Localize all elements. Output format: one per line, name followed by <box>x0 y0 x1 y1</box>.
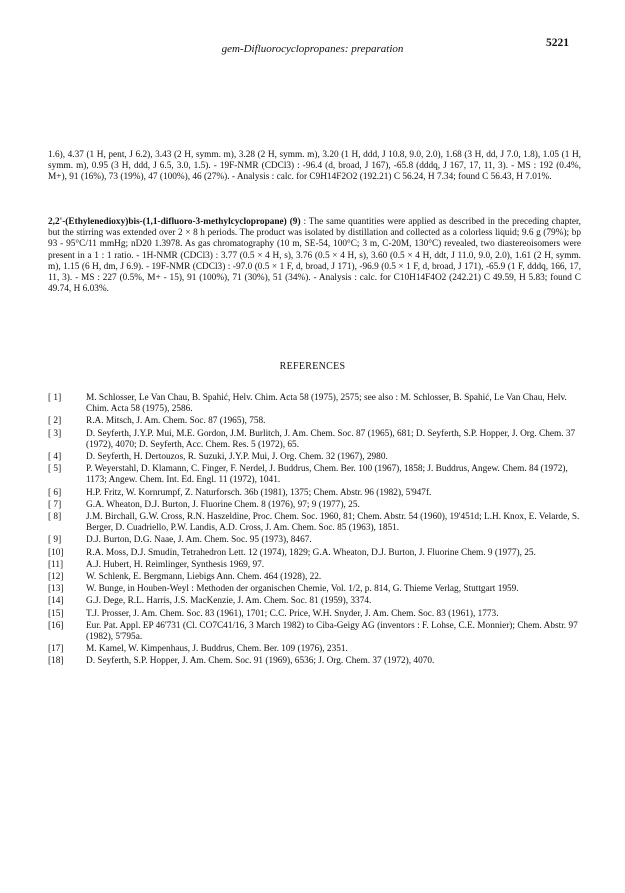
reference-text: W. Schlenk, E. Bergmann, Liebigs Ann. Chem. 464 (1928), 22. <box>86 572 322 583</box>
reference-text: D.J. Burton, D.G. Naae, J. Am. Chem. Soc. 95 (1973), 8467. <box>86 535 312 546</box>
reference-text: D. Seyferth, S.P. Hopper, J. Am. Chem. Soc. 91 (1969), 6536; J. Org. Chem. 37 (1972), 4070. <box>86 656 435 667</box>
reference-number: [ 7] <box>48 499 62 510</box>
reference-text: J.M. Birchall, G.W. Cross, R.N. Haszeldine, Proc. Chem. Soc. 1960, 81; Chem. Abstr. 54 (1960), 19'451d; L.H. Knox, E. Velarde, S. Berger, D. Cuadriello, P.W. Landis, A.D. Cross, J. Am. Chem. Soc. 85 (1963), 1851. <box>86 512 580 534</box>
reference-text: Eur. Pat. Appl. EP 46'731 (Cl. CO7C41/16, 3 March 1982) to Ciba-Geigy AG (inventors : F. Lohse, C.E. Monnier); Chem. Abstr. 97 (1982), 5'795a. <box>86 620 578 643</box>
running-head: gem-Difluorocyclopropanes: preparation <box>221 43 404 55</box>
reference-number: [ 9] <box>48 535 62 546</box>
reference-item <box>48 452 583 463</box>
reference-number: [17] <box>48 644 64 655</box>
reference-number: [11] <box>48 559 64 570</box>
reference-item <box>48 393 583 415</box>
reference-item <box>48 464 583 486</box>
reference-text: D. Seyferth, J.Y.P. Mui, M.E. Gordon, J.M. Burlitch, J. Am. Chem. Soc. 87 (1965), 681; D. Seyferth, S.P. Hopper, J. Org. Chem. 37 (1972), 4070; D. Seyferth, Acc. Chem. Res. 5 (1972), 65. <box>86 428 576 450</box>
reference-item <box>48 560 583 571</box>
reference-list <box>48 393 583 669</box>
reference-number: [ 3] <box>48 428 62 439</box>
reference-item <box>48 656 583 667</box>
reference-item <box>48 548 583 559</box>
reference-item <box>48 584 583 595</box>
reference-text: M. Kamel, W. Kimpenhaus, J. Buddrus, Chem. Ber. 109 (1976), 2351. <box>86 644 348 655</box>
reference-text: H.P. Fritz, W. Kornrumpf, Z. Naturforsch. 36b (1981), 1375; Chem. Abstr. 96 (1982), 5'947f. <box>86 487 432 498</box>
reference-number: [ 6] <box>48 487 62 498</box>
reference-text: G.A. Wheaton, D.J. Burton, J. Fluorine Chem. 8 (1976), 97; 9 (1977), 25. <box>86 499 360 510</box>
experimental-paragraph-compound-9 <box>48 217 581 295</box>
reference-item <box>48 621 583 643</box>
reference-item <box>48 512 583 534</box>
reference-item <box>48 429 583 451</box>
paragraph-text: : The same quantities were applied as described in the preceding chapter, but the stirring was extended over 2 × 8 h periods. The product was isolated by distillation and collected as a colorless liquid; 9.6 g (79%); bp 93 - 95°C/11 mmHg; nD20 1.3978. As gas chromatography (10 m, SE-54, 100°C; 3 m, C-20M, 130°C) revealed, two diastereoisomers were present in a 1 : 1 ratio. - 1H-NMR (CDCl3) : 3.77 (0.5 × 4 H, s), 3.76 (0.5 × 4 H, s), 3.60 (0.5 × 4 H, ddt, J 11.0, 9.0, 2.0), 1.61 (2 H, symm. m), 1.15 (6 H, dm, J 6.9). - 19F-NMR (CDCl3) : -97.0 (0.5 × 1 F, d, broad, J 171), -96.9 (0.5 × 1 F, d, broad, J 171), -65.9 (1 F, dddq, 166, 17, 11, 3). - MS : 227 (0.5%, M+ - 15), 91 (100%), 71 (30%), 51 (34%). - Analysis : calc. for C10H14F4O2 (242.21) C 49.59, H 5.83; found C 49.74, H 6.03%. <box>48 217 581 295</box>
reference-text: T.J. Prosser, J. Am. Chem. Soc. 83 (1961), 1701; C.C. Price, W.H. Snyder, J. Am. Chem. Soc. 83 (1961), 1773. <box>86 608 499 619</box>
reference-number: [18] <box>48 656 64 667</box>
reference-number: [12] <box>48 572 64 583</box>
reference-number: [14] <box>48 596 64 607</box>
reference-text: P. Weyerstahl, D. Klamann, C. Finger, F. Nerdel, J. Buddrus, Chem. Ber. 100 (1967), 1858; J. Buddrus, Angew. Chem. 84 (1972), 1173; Angew. Chem. Int. Ed. Engl. 11 (1972), 1041. <box>86 464 568 486</box>
reference-number: [ 5] <box>48 464 62 475</box>
reference-text: W. Bunge, in Houben-Weyl : Methoden der organischen Chemie, Vol. 1/2, p. 814, G. Thieme Verlag, Stuttgart 1959. <box>86 584 519 595</box>
reference-number: [10] <box>48 547 64 558</box>
reference-number: [ 8] <box>48 512 62 523</box>
reference-item <box>48 500 583 511</box>
reference-text: R.A. Moss, D.J. Smudin, Tetrahedron Lett. 12 (1974), 1829; G.A. Wheaton, D.J. Burton, J. Fluorine Chem. 9 (1977), 25. <box>86 547 536 558</box>
reference-item <box>48 416 583 427</box>
reference-number: [ 4] <box>48 452 62 463</box>
reference-number: [16] <box>48 620 64 631</box>
reference-item <box>48 535 583 546</box>
reference-text: R.A. Mitsch, J. Am. Chem. Soc. 87 (1965), 758. <box>86 416 266 427</box>
reference-text: G.J. Dege, R.L. Harris, J.S. MacKenzie, J. Am. Chem. Soc. 81 (1959), 3374. <box>86 596 372 607</box>
page-header <box>0 37 625 57</box>
reference-number: [ 2] <box>48 416 62 427</box>
reference-item <box>48 644 583 655</box>
reference-text: M. Schlosser, Le Van Chau, B. Spahić, Helv. Chim. Acta 58 (1975), 2575; see also : M. Schlosser, B. Spahić, Le Van Chau, Helv. Chim. Acta 58 (1975), 2586. <box>86 393 567 415</box>
reference-number: [13] <box>48 584 64 595</box>
reference-item <box>48 609 583 620</box>
reference-number: [ 1] <box>48 393 62 403</box>
experimental-paragraph-continued <box>48 150 581 184</box>
reference-item <box>48 488 583 499</box>
paragraph-text: 1.6), 4.37 (1 H, pent, J 6.2), 3.43 (2 H, symm. m), 3.28 (2 H, symm. m), 3.20 (1 H, ddd, J 10.8, 9.0, 2.0), 1.68 (3 H, dd, J 7.0, 1.8), 1.05 (1 H, symm. m), 0.95 (3 H, ddd, J 6.5, 3.0, 1.5). - 19F-NMR (CDCl3) : -96.4 (d, broad, J 167), -65.8 (dddq, J 167, 17, 11, 3). - MS : 192 (0.4%, M+), 91 (16%), 73 (19%), 47 (100%), 46 (27%). - Analysis : calc. for C9H14F2O2 (192.21) C 56.24, H 7.34; found C 56.43, H 7.01%. <box>48 150 581 183</box>
reference-number: [15] <box>48 608 64 619</box>
references-heading: REFERENCES <box>279 361 346 372</box>
reference-text: A.J. Hubert, H. Reimlinger, Synthesis 1969, 97. <box>86 559 265 570</box>
page-number: 5221 <box>546 37 569 49</box>
reference-item <box>48 596 583 607</box>
reference-text: D. Seyferth, H. Dertouzos, R. Suzuki, J.Y.P. Mui, J. Org. Chem. 32 (1967), 2980. <box>86 452 388 463</box>
reference-item <box>48 572 583 583</box>
compound-name: 2,2'-(Ethylenedioxy)bis-(1,1-difluoro-3-methylcyclopropane) (9) <box>48 217 301 227</box>
